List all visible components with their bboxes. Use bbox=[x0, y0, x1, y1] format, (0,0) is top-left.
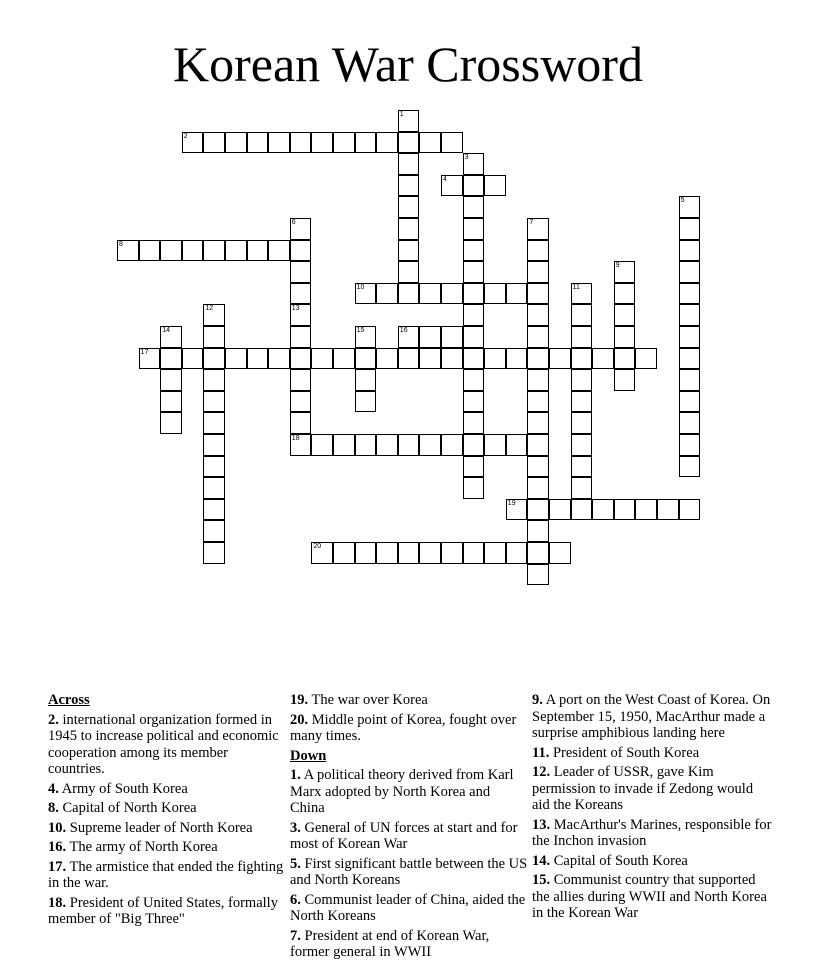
clue-number: 19 bbox=[507, 499, 516, 507]
grid-cell[interactable] bbox=[290, 369, 312, 391]
grid-cell[interactable] bbox=[614, 499, 636, 521]
grid-cell[interactable] bbox=[614, 304, 636, 326]
grid-cell[interactable] bbox=[441, 132, 463, 154]
grid-cell[interactable] bbox=[333, 434, 355, 456]
grid-cell[interactable] bbox=[484, 175, 506, 197]
clue-column-1 bbox=[48, 692, 286, 931]
grid-cell[interactable] bbox=[182, 132, 204, 154]
clue-number: 5 bbox=[680, 197, 685, 205]
grid-cell[interactable] bbox=[203, 499, 225, 521]
grid-cell[interactable] bbox=[679, 283, 701, 305]
grid-cell[interactable] bbox=[247, 348, 269, 370]
clue-down-7: 7. President at end of Korean War, former general in WWII bbox=[290, 927, 490, 960]
grid-cell[interactable] bbox=[592, 348, 614, 370]
grid-cell[interactable] bbox=[463, 542, 485, 564]
grid-cell[interactable] bbox=[311, 348, 333, 370]
grid-cell[interactable] bbox=[506, 434, 528, 456]
grid-cell[interactable] bbox=[527, 218, 549, 240]
grid-cell[interactable] bbox=[376, 283, 398, 305]
grid-cell[interactable] bbox=[679, 499, 701, 521]
grid-cell[interactable] bbox=[679, 304, 701, 326]
clue-number: 3 bbox=[464, 154, 469, 162]
grid-cell[interactable] bbox=[139, 240, 161, 262]
grid-cell[interactable] bbox=[398, 175, 420, 197]
grid-cell[interactable] bbox=[571, 369, 593, 391]
grid-cell[interactable] bbox=[203, 391, 225, 413]
grid-cell[interactable] bbox=[463, 240, 485, 262]
clue-down-3: 3. General of UN forces at start and for most of Korean War bbox=[290, 819, 518, 852]
grid-cell[interactable] bbox=[290, 132, 312, 154]
grid-cell[interactable] bbox=[571, 499, 593, 521]
clue-down-6: 6. Communist leader of China, aided the North Koreans bbox=[290, 891, 526, 924]
clue-number: 7 bbox=[529, 219, 534, 226]
grid-cell[interactable] bbox=[463, 477, 485, 499]
grid-cell[interactable] bbox=[463, 153, 485, 175]
grid-cell[interactable] bbox=[527, 283, 549, 305]
grid-cell[interactable] bbox=[203, 132, 225, 154]
grid-cell[interactable] bbox=[225, 132, 247, 154]
grid-cell[interactable] bbox=[311, 132, 333, 154]
grid-cell[interactable] bbox=[657, 499, 679, 521]
grid-cell[interactable] bbox=[549, 348, 571, 370]
clue-number: 8 bbox=[119, 240, 123, 248]
grid-cell[interactable] bbox=[463, 456, 485, 478]
grid-cell[interactable] bbox=[441, 326, 463, 348]
grid-cell[interactable] bbox=[679, 261, 701, 283]
clue-down-13: 13. MacArthur's Marines, responsible for the Inchon invasion bbox=[532, 816, 772, 849]
clue-across-18: 18. President of United States, formally member of "Big Three" bbox=[48, 894, 278, 927]
grid-cell[interactable] bbox=[614, 369, 636, 391]
grid-cell[interactable] bbox=[419, 348, 441, 370]
grid-cell[interactable] bbox=[549, 499, 571, 521]
grid-cell[interactable] bbox=[225, 240, 247, 262]
grid-cell[interactable] bbox=[203, 348, 225, 370]
grid-cell[interactable] bbox=[203, 477, 225, 499]
grid-cell[interactable] bbox=[463, 261, 485, 283]
grid-cell[interactable] bbox=[355, 391, 377, 413]
grid-cell[interactable] bbox=[571, 283, 593, 305]
grid-cell[interactable] bbox=[635, 499, 657, 521]
clue-number: 17 bbox=[140, 348, 149, 356]
grid-cell[interactable] bbox=[527, 542, 549, 564]
clue-number: 11 bbox=[572, 283, 580, 291]
grid-cell[interactable] bbox=[398, 240, 420, 262]
grid-cell[interactable] bbox=[139, 348, 161, 370]
grid-cell[interactable] bbox=[571, 434, 593, 456]
grid-cell[interactable] bbox=[679, 391, 701, 413]
grid-cell[interactable] bbox=[160, 326, 182, 348]
grid-cell[interactable] bbox=[355, 348, 377, 370]
grid-cell[interactable] bbox=[527, 391, 549, 413]
grid-cell[interactable] bbox=[398, 348, 420, 370]
grid-cell[interactable] bbox=[527, 369, 549, 391]
grid-cell[interactable] bbox=[484, 434, 506, 456]
grid-cell[interactable] bbox=[419, 542, 441, 564]
grid-cell[interactable] bbox=[441, 283, 463, 305]
grid-cell[interactable] bbox=[463, 175, 485, 197]
grid-cell[interactable] bbox=[398, 326, 420, 348]
grid-cell[interactable] bbox=[376, 348, 398, 370]
clue-number: 9 bbox=[615, 262, 620, 270]
clue-number: 13 bbox=[291, 305, 300, 313]
clue-column-2 bbox=[290, 692, 528, 964]
grid-cell[interactable] bbox=[527, 499, 549, 521]
grid-cell[interactable] bbox=[571, 304, 593, 326]
grid-cell[interactable] bbox=[376, 434, 398, 456]
clue-number: 16 bbox=[399, 327, 408, 334]
clue-number: 1 bbox=[399, 111, 404, 118]
clue-across-4: 4. Army of South Korea bbox=[48, 780, 188, 797]
grid-cell[interactable] bbox=[506, 499, 528, 521]
grid-cell[interactable] bbox=[333, 542, 355, 564]
grid-cell[interactable] bbox=[333, 132, 355, 154]
grid-cell[interactable] bbox=[117, 240, 139, 262]
clue-across-2: 2. international organization formed in 1945 to increase political and economic cooperation among its member countries. bbox=[48, 711, 279, 777]
clue-number: 2 bbox=[183, 132, 188, 140]
grid-cell[interactable] bbox=[463, 412, 485, 434]
grid-cell[interactable] bbox=[203, 520, 225, 542]
grid-cell[interactable] bbox=[203, 456, 225, 478]
grid-cell[interactable] bbox=[527, 456, 549, 478]
grid-cell[interactable] bbox=[463, 434, 485, 456]
grid-cell[interactable] bbox=[614, 261, 636, 283]
grid-cell[interactable] bbox=[527, 348, 549, 370]
clue-across-10: 10. Supreme leader of North Korea bbox=[48, 819, 253, 836]
grid-cell[interactable] bbox=[398, 153, 420, 175]
grid-cell[interactable] bbox=[463, 348, 485, 370]
clue-down-9: 9. A port on the West Coast of Korea. On September 15, 1950, MacArthur made a surprise amphibious landing here bbox=[532, 692, 771, 741]
grid-cell[interactable] bbox=[290, 261, 312, 283]
grid-cell[interactable] bbox=[203, 542, 225, 564]
grid-cell[interactable] bbox=[398, 261, 420, 283]
clue-number: 15 bbox=[356, 327, 365, 334]
grid-cell[interactable] bbox=[614, 326, 636, 348]
clue-column-3 bbox=[532, 692, 772, 925]
clue-number: 10 bbox=[356, 283, 365, 291]
clue-number: 6 bbox=[291, 219, 296, 226]
across-heading: Across bbox=[48, 692, 90, 708]
grid-cell[interactable] bbox=[679, 348, 701, 370]
grid-cell[interactable] bbox=[355, 283, 377, 305]
grid-cell[interactable] bbox=[463, 196, 485, 218]
grid-cell[interactable] bbox=[679, 369, 701, 391]
grid-cell[interactable] bbox=[463, 326, 485, 348]
grid-cell[interactable] bbox=[290, 391, 312, 413]
grid-cell[interactable] bbox=[290, 348, 312, 370]
grid-cell[interactable] bbox=[571, 326, 593, 348]
grid-cell[interactable] bbox=[527, 304, 549, 326]
grid-cell[interactable] bbox=[571, 456, 593, 478]
grid-cell[interactable] bbox=[203, 240, 225, 262]
clue-across-8: 8. Capital of North Korea bbox=[48, 800, 197, 816]
grid-cell[interactable] bbox=[441, 175, 463, 197]
grid-cell[interactable] bbox=[398, 132, 420, 154]
grid-cell[interactable] bbox=[355, 326, 377, 348]
clue-number: 20 bbox=[313, 543, 322, 550]
grid-cell[interactable] bbox=[203, 326, 225, 348]
grid-cell[interactable] bbox=[355, 132, 377, 154]
grid-cell[interactable] bbox=[290, 304, 312, 326]
grid-cell[interactable] bbox=[679, 240, 701, 262]
grid-cell[interactable] bbox=[182, 348, 204, 370]
grid-cell[interactable] bbox=[247, 132, 269, 154]
grid-cell[interactable] bbox=[203, 434, 225, 456]
grid-cell[interactable] bbox=[527, 412, 549, 434]
grid-cell[interactable] bbox=[376, 132, 398, 154]
clue-down-15: 15. Communist country that supported the allies during WWII and North Korea in the Korean War bbox=[532, 872, 767, 921]
grid-cell[interactable] bbox=[463, 218, 485, 240]
page-title: Korean War Crossword bbox=[173, 36, 643, 92]
clue-across-16: 16. The army of North Korea bbox=[48, 839, 218, 855]
grid-cell[interactable] bbox=[679, 218, 701, 240]
grid-cell[interactable] bbox=[527, 564, 549, 586]
grid-cell[interactable] bbox=[463, 369, 485, 391]
grid-cell[interactable] bbox=[441, 434, 463, 456]
grid-cell[interactable] bbox=[268, 240, 290, 262]
grid-cell[interactable] bbox=[290, 240, 312, 262]
grid-cell[interactable] bbox=[679, 434, 701, 456]
clue-down-12: 12. Leader of USSR, gave Kim permission to invade if Zedong would aid the Koreans bbox=[532, 764, 754, 813]
clue-number: 4 bbox=[443, 175, 447, 183]
grid-cell[interactable] bbox=[527, 434, 549, 456]
grid-cell[interactable] bbox=[398, 196, 420, 218]
grid-cell[interactable] bbox=[441, 348, 463, 370]
grid-cell[interactable] bbox=[419, 326, 441, 348]
grid-cell[interactable] bbox=[571, 348, 593, 370]
grid-cell[interactable] bbox=[441, 542, 463, 564]
grid-cell[interactable] bbox=[614, 348, 636, 370]
grid-cell[interactable] bbox=[160, 240, 182, 262]
grid-cell[interactable] bbox=[247, 240, 269, 262]
grid-cell[interactable] bbox=[290, 434, 312, 456]
grid-cell[interactable] bbox=[160, 348, 182, 370]
grid-cell[interactable] bbox=[506, 542, 528, 564]
grid-cell[interactable] bbox=[679, 412, 701, 434]
clue-down-1: 1. A political theory derived from Karl Marx adopted by North Korea and China bbox=[290, 767, 514, 816]
clue-number: 12 bbox=[205, 305, 214, 313]
grid-cell[interactable] bbox=[160, 391, 182, 413]
grid-cell[interactable] bbox=[398, 434, 420, 456]
grid-cell[interactable] bbox=[203, 412, 225, 434]
grid-cell[interactable] bbox=[355, 434, 377, 456]
grid-cell[interactable] bbox=[355, 542, 377, 564]
grid-cell[interactable] bbox=[333, 348, 355, 370]
grid-cell[interactable] bbox=[203, 369, 225, 391]
grid-cell[interactable] bbox=[225, 348, 247, 370]
grid-cell[interactable] bbox=[527, 240, 549, 262]
grid-cell[interactable] bbox=[549, 542, 571, 564]
grid-cell[interactable] bbox=[311, 434, 333, 456]
grid-cell[interactable] bbox=[506, 348, 528, 370]
grid-cell[interactable] bbox=[398, 542, 420, 564]
grid-cell[interactable] bbox=[290, 218, 312, 240]
grid-cell[interactable] bbox=[398, 110, 420, 132]
grid-cell[interactable] bbox=[290, 283, 312, 305]
grid-cell[interactable] bbox=[463, 391, 485, 413]
clue-number: 14 bbox=[162, 327, 170, 334]
grid-cell[interactable] bbox=[355, 369, 377, 391]
grid-cell[interactable] bbox=[614, 283, 636, 305]
grid-cell[interactable] bbox=[398, 218, 420, 240]
grid-cell[interactable] bbox=[679, 326, 701, 348]
grid-cell[interactable] bbox=[419, 434, 441, 456]
grid-cell[interactable] bbox=[160, 369, 182, 391]
grid-cell[interactable] bbox=[527, 477, 549, 499]
grid-cell[interactable] bbox=[419, 283, 441, 305]
grid-cell[interactable] bbox=[463, 283, 485, 305]
clue-number: 18 bbox=[291, 435, 300, 442]
grid-cell[interactable] bbox=[484, 542, 506, 564]
grid-cell[interactable] bbox=[484, 348, 506, 370]
clue-down-11: 11. President of South Korea bbox=[532, 744, 700, 761]
grid-cell[interactable] bbox=[679, 196, 701, 218]
clue-down-14: 14. Capital of South Korea bbox=[532, 852, 688, 869]
grid-cell[interactable] bbox=[160, 412, 182, 434]
grid-cell[interactable] bbox=[290, 412, 312, 434]
grid-cell[interactable] bbox=[376, 542, 398, 564]
down-heading: Down bbox=[290, 747, 327, 764]
grid-cell[interactable] bbox=[398, 283, 420, 305]
grid-cell[interactable] bbox=[679, 456, 701, 478]
grid-cell[interactable] bbox=[571, 412, 593, 434]
grid-cell[interactable] bbox=[527, 520, 549, 542]
grid-cell[interactable] bbox=[463, 304, 485, 326]
grid-cell[interactable] bbox=[290, 326, 312, 348]
clue-across-17: 17. The armistice that ended the fighting in the war. bbox=[48, 858, 284, 891]
grid-cell[interactable] bbox=[571, 477, 593, 499]
grid-cell[interactable] bbox=[635, 348, 657, 370]
grid-cell[interactable] bbox=[484, 283, 506, 305]
clue-down-5: 5. First significant battle between the US and North Koreans bbox=[290, 855, 528, 888]
grid-cell[interactable] bbox=[527, 326, 549, 348]
grid-cell[interactable] bbox=[419, 132, 441, 154]
grid-cell[interactable] bbox=[203, 304, 225, 326]
grid-cell[interactable] bbox=[268, 132, 290, 154]
grid-cell[interactable] bbox=[182, 240, 204, 262]
grid-cell[interactable] bbox=[527, 261, 549, 283]
grid-cell[interactable] bbox=[592, 499, 614, 521]
grid-cell[interactable] bbox=[311, 542, 333, 564]
grid-cell[interactable] bbox=[506, 283, 528, 305]
grid-cell[interactable] bbox=[571, 391, 593, 413]
grid-cell[interactable] bbox=[268, 348, 290, 370]
clue-across-20: 20. Middle point of Korea, fought over many times. bbox=[290, 711, 517, 744]
clue-across-19: 19. The war over Korea bbox=[290, 692, 428, 708]
